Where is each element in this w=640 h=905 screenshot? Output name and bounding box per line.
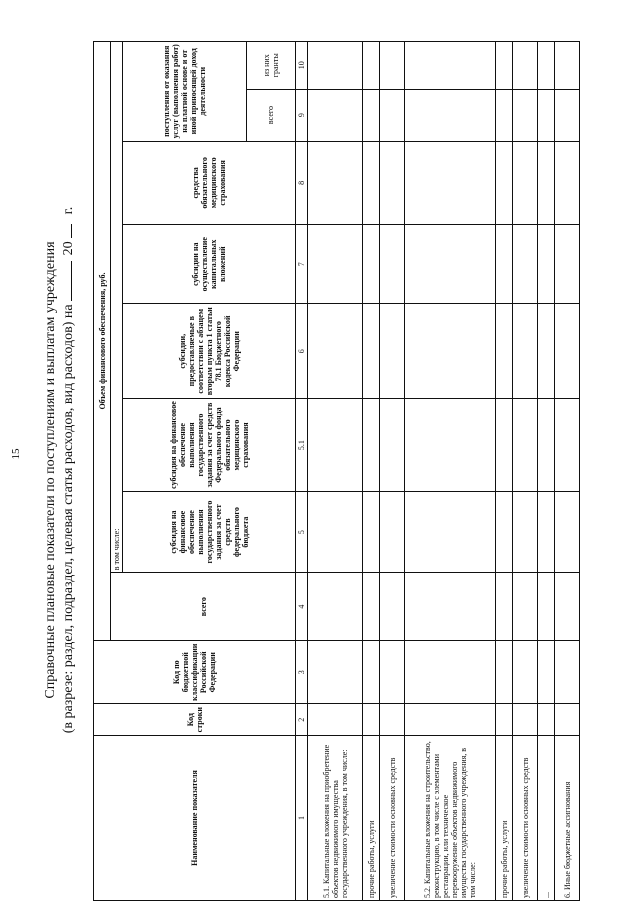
cell <box>308 225 363 304</box>
cell <box>405 704 496 736</box>
header-subsidy-78: субсидии, предоставляемые в соответствии с абзацем вторым пункта 1 статьи 78.1 Бюджетного кодекса Российской Федерации <box>123 304 296 399</box>
cell <box>380 141 405 225</box>
year-blank-field <box>59 224 72 238</box>
column-number: 1 <box>296 736 308 901</box>
cell <box>555 304 580 399</box>
cell <box>555 141 580 225</box>
cell <box>513 225 538 304</box>
cell <box>513 573 538 641</box>
header-paid-grants: из них гранты <box>246 42 295 90</box>
table-row <box>405 42 496 901</box>
header-paid-total: всего <box>246 89 295 141</box>
cell <box>496 704 513 736</box>
year-suffix: г. <box>61 206 76 215</box>
cell <box>496 573 513 641</box>
cell <box>496 42 513 90</box>
cell <box>405 399 496 492</box>
cell <box>405 304 496 399</box>
document-title: Справочные плановые показатели по поступлениям и выплатам учреждения <box>43 241 58 699</box>
row-label: увеличение стоимости основных средств <box>380 736 405 901</box>
header-oms-funds: средства обязательного медицинского страхования <box>123 141 296 225</box>
column-number: 2 <box>296 704 308 736</box>
cell <box>513 704 538 736</box>
cell <box>513 491 538 572</box>
page-number: 15 <box>10 448 22 460</box>
row-label: ... <box>538 736 555 901</box>
cell <box>555 704 580 736</box>
cell <box>513 42 538 90</box>
cell <box>308 304 363 399</box>
header-incl: в том числе: <box>111 42 123 573</box>
cell <box>496 491 513 572</box>
header-row-code: Код строки <box>94 704 296 736</box>
row-label: прочие работы, услуги <box>363 736 380 901</box>
table-row <box>380 42 405 901</box>
year-prefix: 20 <box>61 241 76 256</box>
cell <box>555 399 580 492</box>
cell <box>513 399 538 492</box>
column-number: 5.1 <box>296 399 308 492</box>
column-number-row <box>296 42 308 901</box>
cell <box>380 42 405 90</box>
cell <box>555 641 580 704</box>
header-volume: Объем финансового обеспечения, руб. <box>94 42 111 641</box>
cell <box>380 491 405 572</box>
report-table <box>93 41 580 901</box>
cell <box>555 573 580 641</box>
cell <box>513 304 538 399</box>
cell <box>555 491 580 572</box>
header-total: всего <box>111 573 296 641</box>
cell <box>496 141 513 225</box>
cell <box>496 641 513 704</box>
cell <box>363 42 380 90</box>
column-number: 3 <box>296 641 308 704</box>
cell <box>363 573 380 641</box>
cell <box>363 491 380 572</box>
cell <box>308 573 363 641</box>
cell <box>405 491 496 572</box>
cell <box>380 225 405 304</box>
column-number: 10 <box>296 42 308 90</box>
cell <box>513 641 538 704</box>
cell <box>538 42 555 90</box>
column-number: 5 <box>296 491 308 572</box>
cell <box>538 704 555 736</box>
cell <box>308 641 363 704</box>
cell <box>538 225 555 304</box>
cell <box>538 304 555 399</box>
cell <box>496 304 513 399</box>
table-row <box>363 42 380 901</box>
header-budget-code: Код по бюджетной классификации Российской Федерации <box>94 641 296 704</box>
cell <box>308 89 363 141</box>
rotated-document-page <box>5 35 572 905</box>
cell <box>555 89 580 141</box>
header-row-1 <box>94 42 111 901</box>
cell <box>380 89 405 141</box>
cell <box>363 89 380 141</box>
cell <box>496 225 513 304</box>
cell <box>538 399 555 492</box>
cell <box>380 704 405 736</box>
header-subsidy-capital: субсидии на осуществление капитальных вложений <box>123 225 296 304</box>
table-row <box>308 42 363 901</box>
row-label: прочие работы, услуги <box>496 736 513 901</box>
cell <box>363 225 380 304</box>
column-number: 7 <box>296 225 308 304</box>
cell <box>538 573 555 641</box>
header-subsidy-fund: субсидия на финансовое обеспечение выполнения государственного задания за счет средств Федерального фонда обязательного медицинского страхования <box>123 399 296 492</box>
subtitle-text: (в разрезе: раздел, подраздел, целевая статья расходов, вид расходов) на <box>61 304 76 734</box>
cell <box>538 89 555 141</box>
cell <box>308 42 363 90</box>
cell <box>496 89 513 141</box>
cell <box>380 304 405 399</box>
cell <box>363 399 380 492</box>
cell <box>363 141 380 225</box>
row-label: увеличение стоимости основных средств <box>513 736 538 901</box>
cell <box>380 641 405 704</box>
cell <box>513 141 538 225</box>
column-number: 4 <box>296 573 308 641</box>
cell <box>308 399 363 492</box>
cell <box>363 304 380 399</box>
cell <box>496 399 513 492</box>
column-number: 9 <box>296 89 308 141</box>
cell <box>380 573 405 641</box>
cell <box>405 42 496 90</box>
column-number: 6 <box>296 304 308 399</box>
cell <box>513 89 538 141</box>
blank-field <box>59 261 72 301</box>
cell <box>405 573 496 641</box>
cell <box>363 641 380 704</box>
cell <box>538 491 555 572</box>
cell <box>363 704 380 736</box>
table-row <box>513 42 538 901</box>
column-number: 8 <box>296 141 308 225</box>
cell <box>555 42 580 90</box>
cell <box>405 89 496 141</box>
cell <box>538 141 555 225</box>
cell <box>405 641 496 704</box>
cell <box>308 704 363 736</box>
row-label: 5.1. Капитальные вложения на приобретение объектов недвижимого имущества государственного учреждения, в том числе: <box>308 736 363 901</box>
cell <box>405 141 496 225</box>
header-subsidy-state: субсидия на финансовое обеспечение выполнения государственного задания за счет средств федерального бюджета <box>123 491 296 572</box>
cell <box>308 491 363 572</box>
header-name: Наименование показателя <box>94 736 296 901</box>
cell <box>555 225 580 304</box>
table-row <box>555 42 580 901</box>
document-subtitle <box>59 35 77 905</box>
row-label: 5.2. Капитальные вложения на строительство, реконструкцию, в том числе с элементами реставрации, или техническое перевооружение объектов недвижимого имущества государственного учреждения, в том числе: <box>405 736 496 901</box>
cell <box>538 641 555 704</box>
cell <box>405 225 496 304</box>
header-paid-income: поступления от оказания услуг (выполнения работ) на платной основе и от иной приносящей доход деятельности <box>123 42 247 142</box>
cell <box>308 141 363 225</box>
table-row <box>538 42 555 901</box>
row-label: 6. Иные бюджетные ассигнования <box>555 736 580 901</box>
cell <box>380 399 405 492</box>
table-row <box>496 42 513 901</box>
